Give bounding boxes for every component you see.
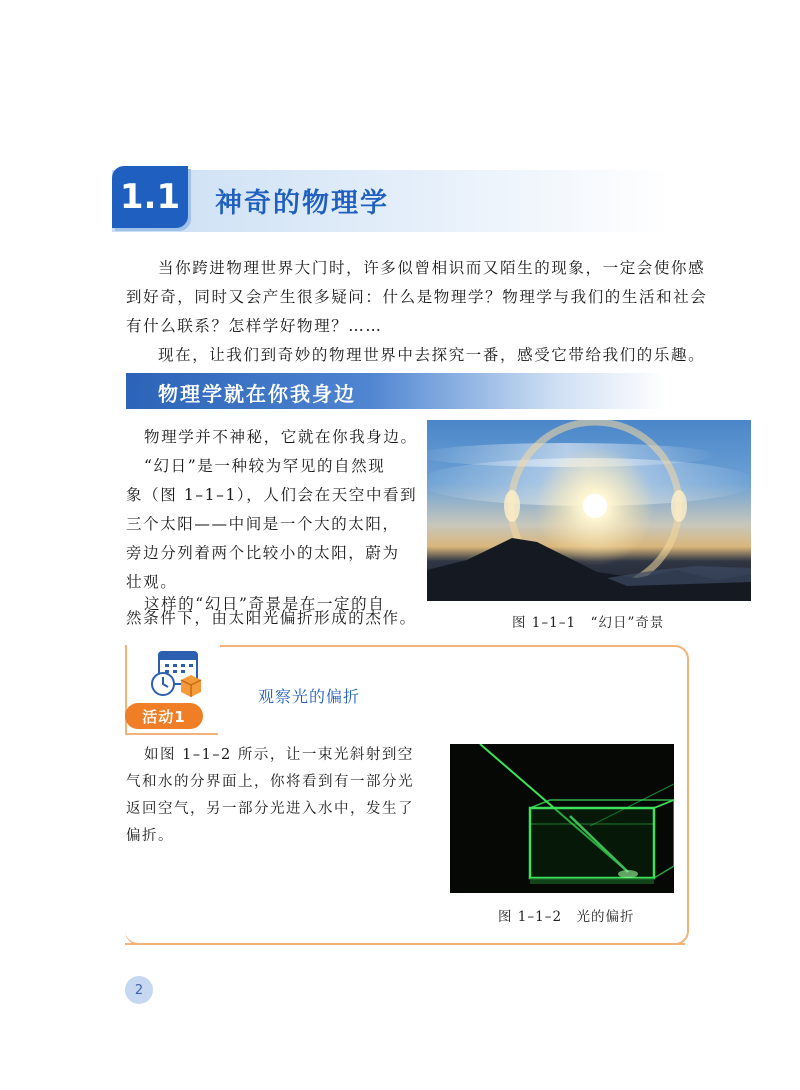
intro-paragraph-2: 现在，让我们到奇妙的物理世界中去探究一番，感受它带给我们的乐趣。 — [158, 346, 706, 364]
subsection-line-8: 然条件下，由太阳光偏折形成的杰作。 — [126, 609, 417, 627]
activity-label: 活动1 — [125, 703, 203, 729]
intro-line-2: 到好奇，同时又会产生很多疑问：什么是物理学？物理学与我们的生活和社会 — [126, 288, 708, 306]
subsection-line-1: 物理学并不神秘，它就在你我身边。 — [144, 428, 418, 446]
activity-text — [126, 742, 434, 850]
light-refraction-photo — [450, 744, 674, 893]
subsection-line-4: 三个太阳——中间是一个大的太阳， — [126, 515, 400, 533]
subsection-line-3: 象（图 1–1–1），人们会在天空中看到 — [126, 486, 418, 504]
section-header-bar — [112, 170, 672, 232]
section-number: 1.1 — [112, 166, 188, 228]
activity-title: 观察光的偏折 — [258, 687, 361, 706]
figure-1-1-1-caption: 图 1–1–1 “幻日”奇景 — [512, 615, 665, 631]
activity-line-4: 偏折。 — [126, 828, 174, 844]
intro-line-1: 当你跨进物理世界大门时，许多似曾相识而又陌生的现象，一定会使你感 — [158, 259, 706, 277]
subsection-line-7: 这样的“幻日”奇景是在一定的自 — [144, 595, 386, 613]
sun-dog-photo — [427, 420, 751, 601]
subsection-line-5: 旁边分列着两个比较小的太阳，蔚为 — [126, 544, 400, 562]
activity-line-1: 如图 1–1–2 所示，让一束光斜射到空 — [144, 747, 414, 763]
page-number: 2 — [125, 976, 153, 1004]
subsection-line-2: “幻日”是一种较为罕见的自然现 — [144, 457, 386, 475]
activity-line-2: 气和水的分界面上，你将看到有一部分光 — [126, 774, 414, 790]
section-title: 神奇的物理学 — [215, 188, 389, 219]
subsection-title: 物理学就在你我身边 — [158, 382, 356, 406]
intro-line-3: 有什么联系？怎样学好物理？…… — [126, 317, 383, 335]
activity-line-3: 返回空气，另一部分光进入水中，发生了 — [126, 801, 414, 817]
calendar-clock-box-icon — [149, 648, 203, 698]
activity-bottom-rule — [125, 943, 685, 945]
figure-1-1-2-caption: 图 1–1–2 光的偏折 — [498, 909, 635, 925]
subsection-line-6: 壮观。 — [126, 573, 178, 591]
